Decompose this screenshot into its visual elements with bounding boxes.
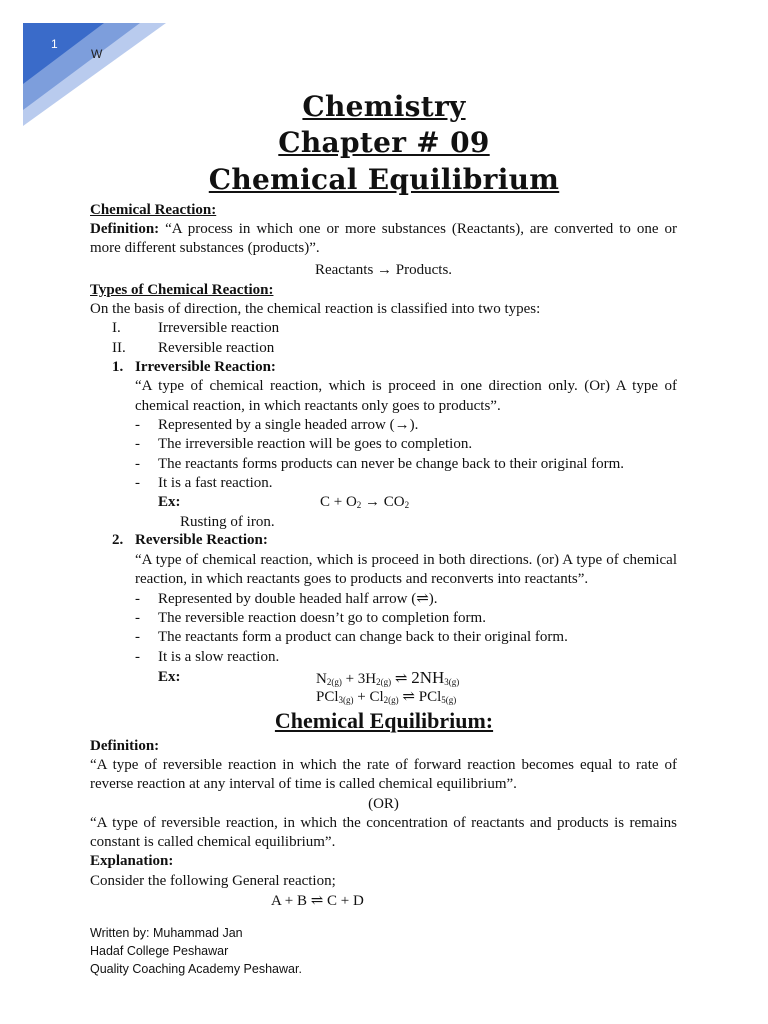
irreversible-equation: $C + O_2 \to CO_2$: [320, 494, 410, 510]
reversible-equation-2: $PCl_{3(g)} + Cl_{2(g)}$ ⇌ PCl$_{5(g)}$: [316, 689, 457, 705]
bullet-text: It is a slow reaction.: [158, 649, 280, 665]
title-subject: Chemistry: [302, 90, 466, 123]
ex-label: Ex:: [158, 494, 181, 510]
definition-line-2: more different substances (products)”.: [90, 240, 320, 256]
definition-line-1: [90, 220, 677, 240]
bullet-text: It is a fast reaction.: [158, 475, 273, 491]
equilibrium-def1-line-1: “A type of reversible reaction in which the rate of forward reaction becomes equal to rate of: [90, 757, 677, 773]
bullet-text: The irreversible reaction will be goes to completion.: [158, 436, 473, 452]
types-intro: On the basis of direction, the chemical reaction is classified into two types:: [90, 301, 541, 317]
reactants-products-equation: Reactants → Products.: [314, 262, 453, 278]
footer-author: Written by: Muhammad Jan: [90, 926, 243, 940]
equilibrium-definition-label: Definition:: [90, 738, 160, 754]
ex-label: Ex:: [158, 669, 181, 685]
reversible-num: 2.: [112, 532, 124, 548]
irreversible-num: 1.: [112, 359, 124, 375]
bullet-text: The reactants forms products can never be change back to their original form.: [158, 456, 625, 472]
corner-letter: W: [91, 47, 103, 61]
irreversible-def-line-2: chemical reaction, in which reactants only goes to products”.: [135, 398, 501, 414]
irreversible-def-line-1: “A type of chemical reaction, which is proceed in one direction only. (Or) A type of: [135, 378, 677, 394]
bullet-text: The reactants form a product can change back to their original form.: [158, 629, 568, 645]
or-label: (OR): [368, 796, 399, 812]
bullet-text: The reversible reaction doesn’t go to completion form.: [158, 610, 486, 626]
footer-college: Hadaf College Peshawar: [90, 944, 229, 958]
page-number: 1: [51, 37, 58, 51]
list-text: Reversible reaction: [158, 340, 275, 356]
reversible-equation-1: $N_{2(g)} + 3H_{2(g)}$ ⇌ $2NH_{3(g)}$: [316, 668, 460, 687]
types-heading: Types of Chemical Reaction:: [90, 282, 274, 298]
equilibrium-def2-line-2: constant is called chemical equilibrium”.: [90, 834, 336, 850]
equilibrium-def2-line-1: “A type of reversible reaction, in which the concentration of reactants and products is remains: [90, 815, 677, 831]
bullet-text: Represented by a single headed arrow (→).: [158, 417, 419, 433]
general-equation: A + B ⇌ C + D: [271, 893, 364, 909]
list-num: II.: [112, 340, 126, 356]
definition-text-1: “A process in which one or more substances (Reactants), are converted to one or: [159, 221, 677, 237]
explanation-label: Explanation:: [90, 853, 174, 869]
definition-label: Definition:: [90, 221, 160, 237]
equilibrium-heading: Chemical Equilibrium:: [274, 708, 494, 733]
explanation-text: Consider the following General reaction;: [90, 873, 336, 889]
list-text: Irreversible reaction: [158, 320, 280, 336]
reversible-def-line-1: “A type of chemical reaction, which is proceed in both directions. (or) A type of chemical: [135, 552, 677, 568]
bullet-text: Represented by double headed half arrow (⇌).: [158, 591, 438, 607]
chemical-reaction-heading: Chemical Reaction:: [90, 202, 217, 218]
title-chapter: Chapter # 09: [278, 126, 490, 159]
irreversible-heading: Irreversible Reaction:: [135, 359, 276, 375]
title-topic: Chemical Equilibrium: [208, 163, 560, 196]
equilibrium-def1-line-2: reverse reaction at any interval of time is called chemical equilibrium”.: [90, 776, 517, 792]
reversible-def-line-2: reaction, in which reactants goes to products and reconverts into reactants”.: [135, 571, 589, 587]
list-num: I.: [112, 320, 121, 336]
reversible-heading: Reversible Reaction:: [135, 532, 268, 548]
footer-academy: Quality Coaching Academy Peshawar.: [90, 962, 302, 976]
